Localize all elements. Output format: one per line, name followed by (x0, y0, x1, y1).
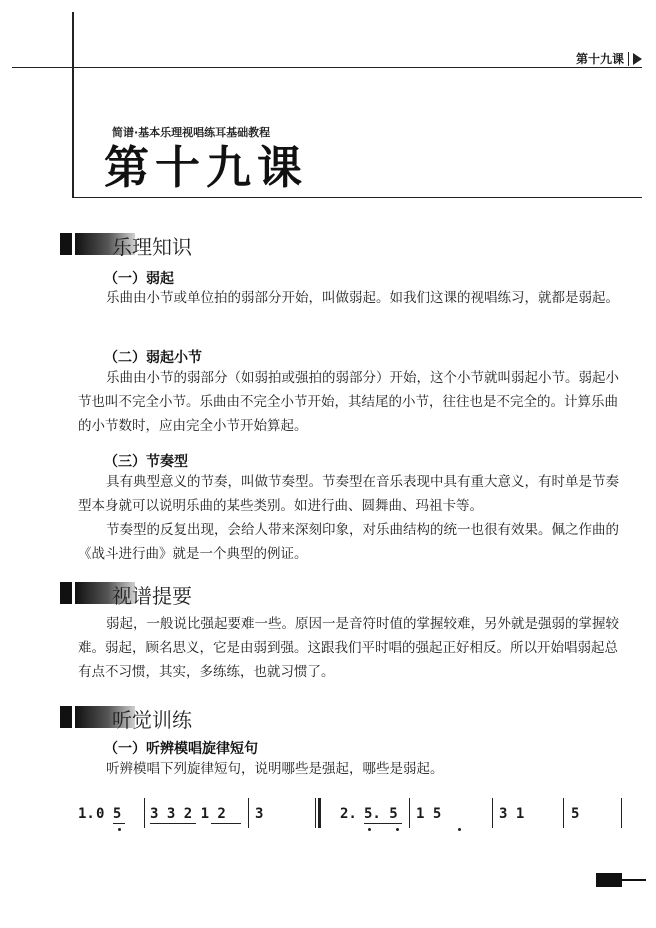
section-heading-label: 听觉训练 (112, 708, 192, 732)
example-1-measure-2: 3 (255, 806, 264, 822)
section-heading-ear-training (60, 706, 192, 732)
eighth-underline (364, 823, 402, 824)
page-title: 第十九课 (104, 141, 309, 194)
subheading-weak-start: （一）弱起 (104, 271, 174, 287)
bar-line (492, 798, 493, 828)
example-2-pickup: 5. 5 (364, 806, 398, 822)
bar-line (409, 798, 410, 828)
paragraph: 乐曲由小节的弱部分（如弱拍或强拍的弱部分）开始，这个小节就叫弱起小节。弱起小节也叫不完全小节。乐曲由不完全小节开始，其结尾的小节，往往也是不完全的。计算乐曲的小节数时，应由完全小节开始算起。 (78, 370, 619, 434)
subheading-weak-start-measure: （二）弱起小节 (104, 350, 202, 366)
running-header-divider (628, 52, 629, 66)
subheading-rhythm-pattern: （三）节奏型 (104, 454, 188, 470)
example-1-pickup: 0 5 (96, 806, 122, 822)
subheading-melody-phrases: （一）听辨模唱旋律短句 (104, 741, 258, 757)
running-header (576, 50, 642, 67)
example-1-label: 1. (78, 806, 95, 822)
paragraph: 听辨模唱下列旋律短句，说明哪些是强起，哪些是弱起。 (106, 761, 444, 777)
bar-line (621, 798, 622, 828)
jianpu-notation (78, 798, 638, 838)
low-octave-dot (396, 828, 399, 831)
eighth-underline (150, 823, 196, 824)
page-corner-block (596, 873, 622, 887)
header-vertical-rule (72, 12, 74, 198)
final-bar-line (318, 798, 321, 828)
bar-line (248, 798, 249, 828)
eighth-underline (113, 823, 125, 824)
header-horizontal-rule (12, 67, 642, 68)
heading-block-icon (60, 233, 72, 255)
running-header-label: 第十九课 (575, 52, 624, 66)
example-2-measure-1: 1 5 (416, 806, 442, 822)
title-rule (72, 197, 642, 198)
paragraph: 具有典型意义的节奏，叫做节奏型。节奏型在音乐表现中具有重大意义，有时单是节奏型本身就可以说明乐曲的某些类别。如进行曲、圆舞曲、玛祖卡等。 (78, 474, 619, 514)
example-2-measure-3: 5 (571, 806, 580, 822)
page-corner-line (622, 879, 646, 881)
section-heading-label: 视谱提要 (112, 584, 192, 608)
low-octave-dot (118, 828, 121, 831)
bar-line (563, 798, 564, 828)
section-heading-theory (60, 233, 192, 259)
paragraph: 节奏型的反复出现，会给人带来深刻印象，对乐曲结构的统一也很有效果。佩之作曲的《战斗进行曲》就是一个典型的例证。 (78, 522, 619, 562)
heading-block-icon (60, 706, 72, 728)
play-triangle-icon (633, 53, 642, 65)
paragraph: 乐曲由小节或单位拍的弱部分开始，叫做弱起。如我们这课的视唱练习，就都是弱起。 (106, 290, 619, 306)
low-octave-dot (458, 828, 461, 831)
book-title: 简谱·基本乐理视唱练耳基础教程 (112, 126, 271, 139)
heading-block-icon (60, 582, 72, 604)
bar-line (315, 798, 316, 828)
low-octave-dot (368, 828, 371, 831)
section-heading-label: 乐理知识 (112, 235, 192, 259)
bar-line (144, 798, 145, 828)
eighth-underline (211, 823, 241, 824)
example-1-measure-1: 3 3 2 1 2 (150, 806, 226, 822)
example-2-measure-2: 3 1 (499, 806, 525, 822)
example-2-label: 2. (340, 806, 357, 822)
paragraph: 弱起，一般说比强起要难一些。原因一是音符时值的掌握较难，另外就是强弱的掌握较难。弱起，顾名思义，它是由弱到强。这跟我们平时唱的强起正好相反。所以开始唱弱起总有点不习惯，其实，多练练，也就习惯了。 (78, 616, 619, 680)
section-heading-sight-reading (60, 582, 192, 608)
